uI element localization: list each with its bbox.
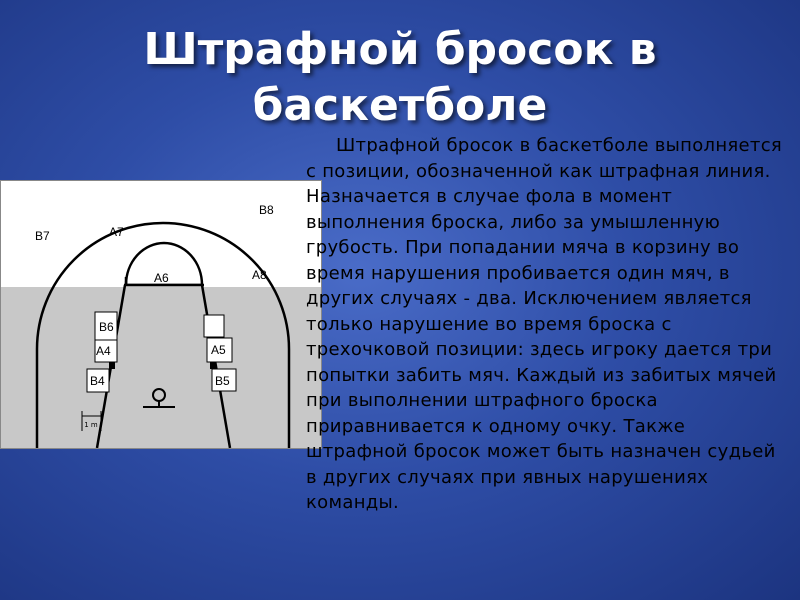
free-throw-diagram [0, 180, 322, 449]
marker-left [109, 362, 115, 369]
label-b7: B7 [35, 229, 50, 243]
label-a5: A5 [211, 343, 226, 357]
court-area [1, 287, 321, 448]
court-diagram-svg [1, 181, 321, 448]
label-a7: A7 [109, 225, 124, 239]
label-a8: A8 [252, 268, 267, 282]
label-b6: B6 [99, 320, 114, 334]
measure-label: 1 m [84, 421, 98, 429]
label-a6: A6 [154, 271, 169, 285]
slide-title [0, 22, 800, 134]
slide-title-line-1: Штрафной бросок в [143, 24, 657, 75]
label-b4: B4 [90, 374, 105, 388]
marker-right [210, 362, 216, 369]
slide-title-line-2: баскетболе [252, 80, 548, 131]
box-right-top [204, 315, 224, 337]
label-a4: A4 [96, 344, 111, 358]
body-paragraph: Штрафной бросок в баскетболе выполняется с позиции, обозначенной как штрафная линия. Назначается в случае фола в момент выполнения броска, либо за умышленную грубость. При попадании мяча в корзину во время нарушения пробивается один мяч, в других случаях - два. Исключением является только нарушение во время броска с трехочковой позиции: здесь игроку дается три попытки забить мяч. Каждый из забитых мячей при выполнении штрафного броска приравнивается к одному очку. Также штрафной бросок может быть назначен судьей в других случаях при явных нарушениях команды. [306, 135, 783, 513]
slide-body-text [306, 133, 786, 516]
label-b8: B8 [259, 203, 274, 217]
label-b5: B5 [215, 374, 230, 388]
